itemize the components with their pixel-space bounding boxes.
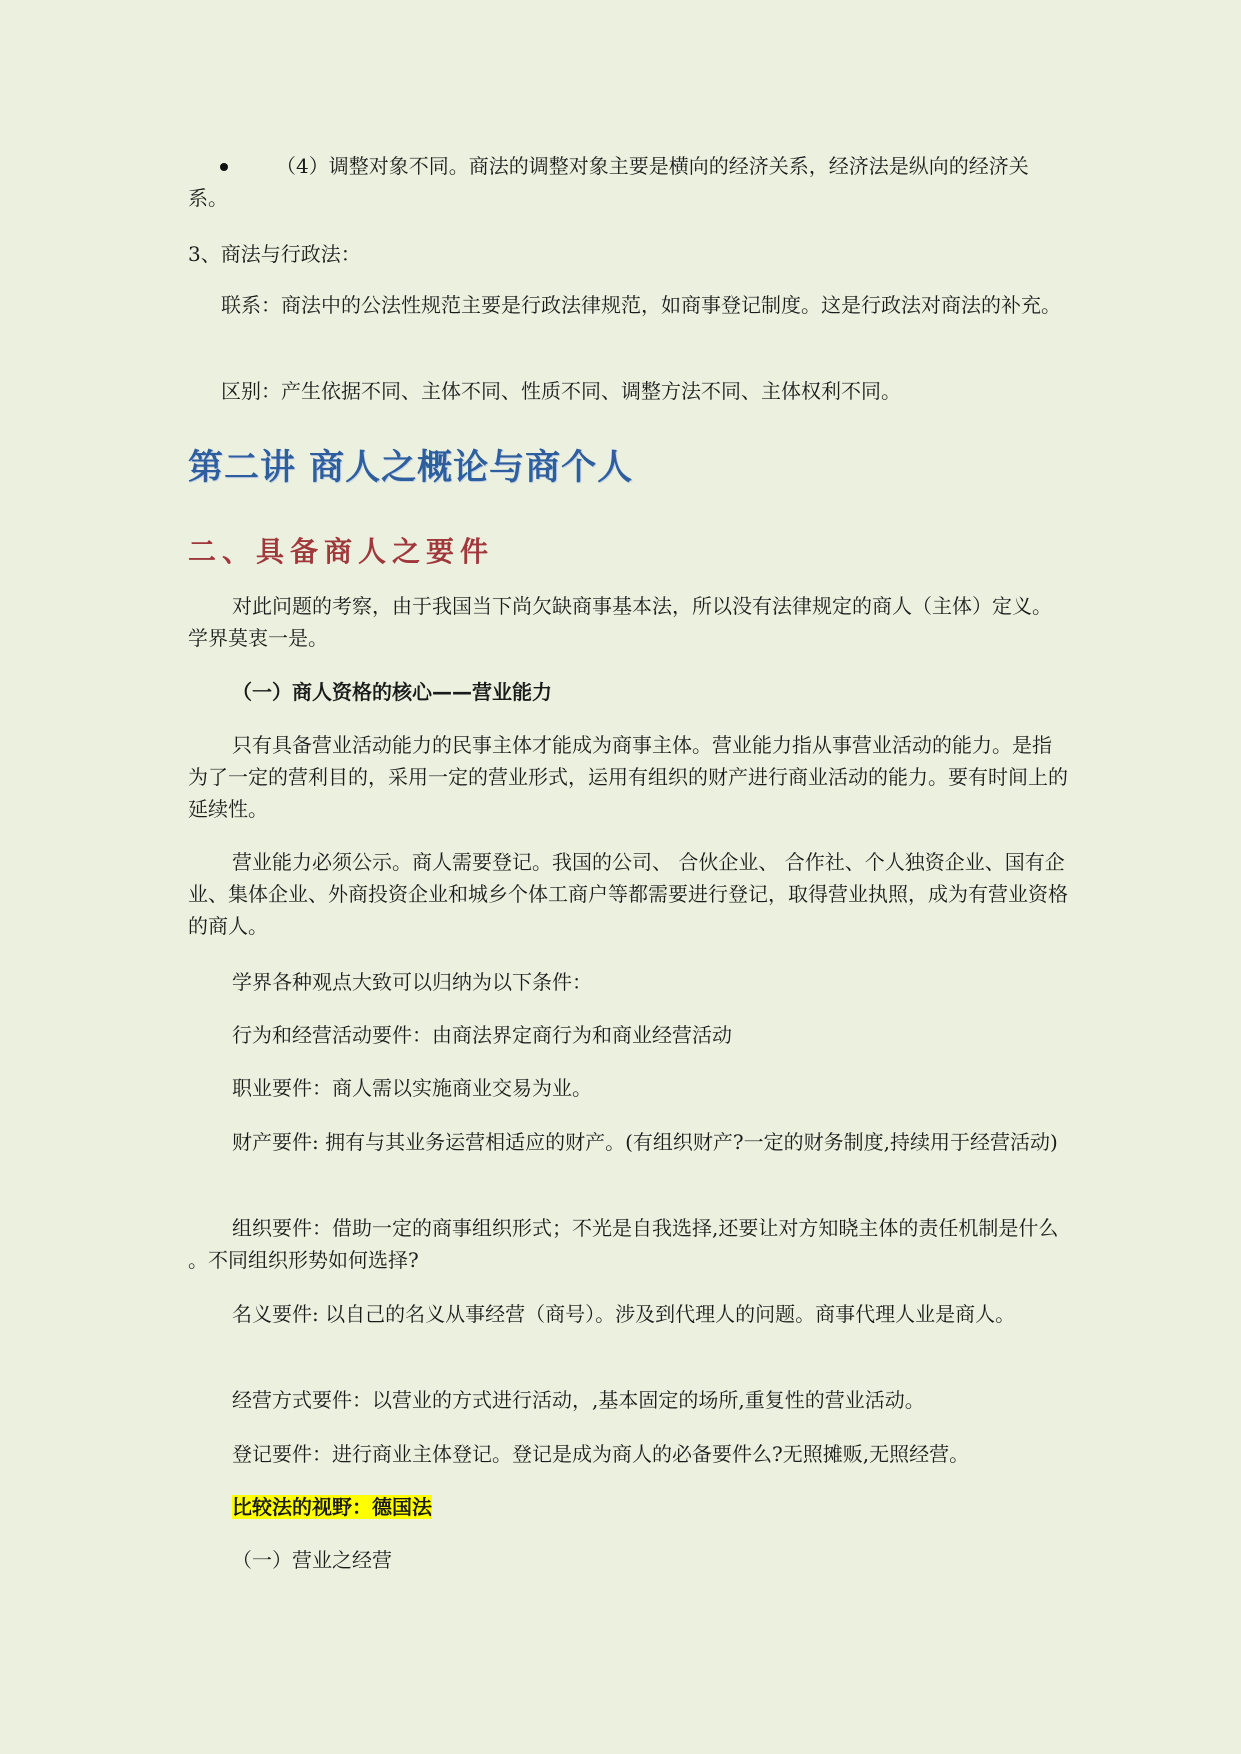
condition-registration: 登记要件：进行商业主体登记。登记是成为商人的必备要件么?无照摊贩,无照经营。 (232, 1442, 970, 1466)
comparative-law-line (188, 1491, 1068, 1523)
condition-profession: 职业要件：商人需以实施商业交易为业。 (232, 1076, 592, 1100)
bullet-text: （4）调整对象不同。商法的调整对象主要是横向的经济关系，经济法是纵向的经济关系。 (188, 154, 1029, 210)
section-heading: 二、具备商人之要件 (188, 535, 495, 568)
ability-paragraph: 只有具备营业活动能力的民事主体才能成为商事主体。营业能力指从事营业活动的能力。是指为了一定的营利目的，采用一定的营业形式，运用有组织的财产进行商业活动的能力。要有时间上的延续性。 (188, 733, 1068, 821)
intro-paragraph: 对此问题的考察，由于我国当下尚欠缺商事基本法，所以没有法律规定的商人（主体）定义。学界莫衷一是。 (188, 594, 1052, 650)
section-3-difference: 区别：产生依据不同、主体不同、性质不同、调整方法不同、主体权利不同。 (221, 379, 901, 403)
subheading-business-ability: （一）商人资格的核心——营业能力 (232, 680, 552, 704)
section-3-relation: 联系：商法中的公法性规范主要是行政法律规范，如商事登记制度。这是行政法对商法的补充。 (221, 293, 1061, 317)
condition-manner: 经营方式要件：以营业的方式进行活动，,基本固定的场所,重复性的营业活动。 (232, 1388, 925, 1412)
publicity-paragraph: 营业能力必须公示。商人需要登记。我国的公司、 合伙企业、 合作社、个人独资企业、国有企业、集体企业、外商投资企业和城乡个体工商户等都需要进行登记，取得营业执照，成为有营业资格的商人。 (188, 850, 1068, 938)
sub-business-heading: （一）营业之经营 (232, 1548, 392, 1572)
condition-name: 名义要件: 以自己的名义从事经营（商号）。涉及到代理人的问题。商事代理人业是商人。 (232, 1302, 1016, 1326)
condition-organization: 组织要件：借助一定的商事组织形式；不光是自我选择,还要让对方知晓主体的责任机制是什么 。不同组织形势如何选择? (188, 1216, 1059, 1272)
comparative-law-highlight: 比较法的视野：德国法 (232, 1495, 432, 1519)
condition-behavior: 行为和经营活动要件：由商法界定商行为和商业经营活动 (232, 1023, 732, 1047)
summary-paragraph: 学界各种观点大致可以归纳为以下条件： (232, 970, 592, 994)
section-3-title: 3、商法与行政法： (188, 242, 361, 266)
condition-property: 财产要件: 拥有与其业务运营相适应的财产。(有组织财产?一定的财务制度,持续用于经营活动) (232, 1130, 1058, 1154)
lecture-heading: 第二讲 商人之概论与商个人 (188, 448, 634, 488)
